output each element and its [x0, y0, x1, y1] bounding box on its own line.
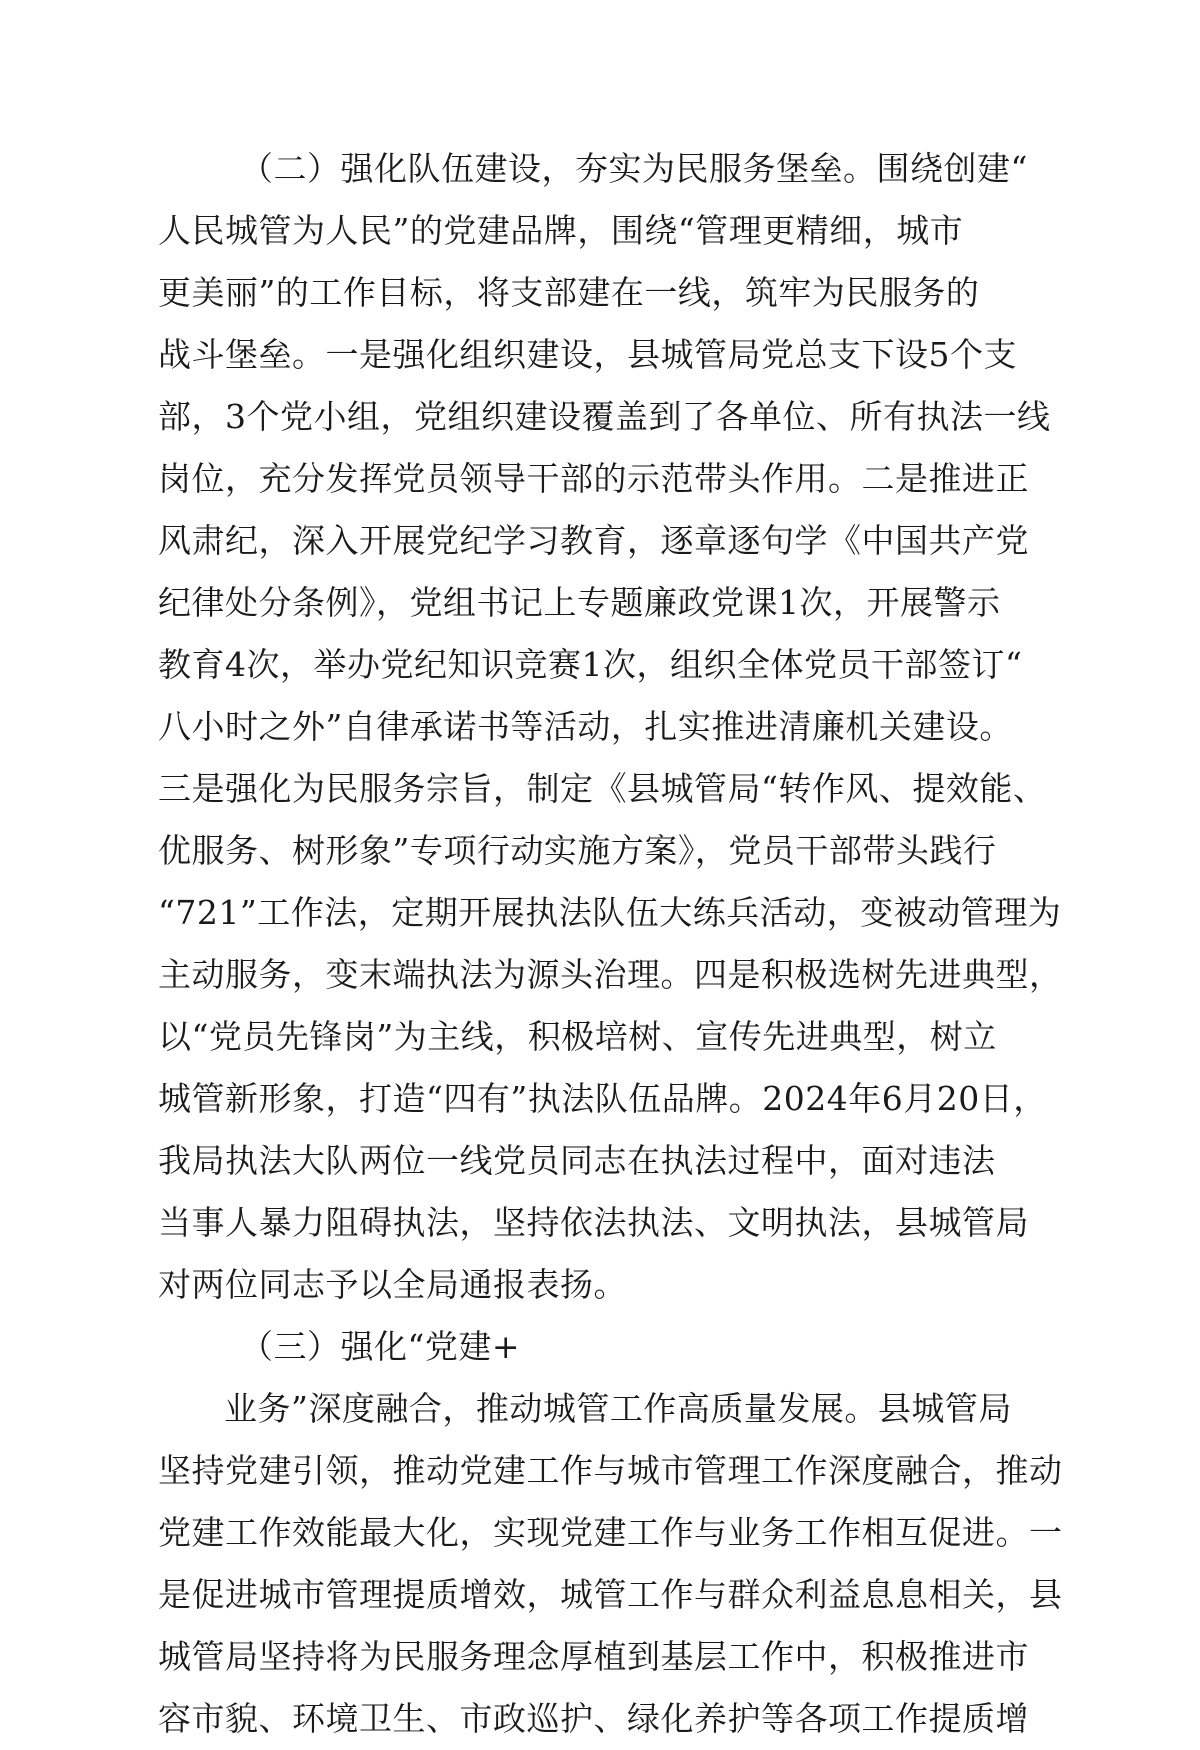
text-line: 城管新形象，打造“四有”执法队伍品牌。2024年6月20日， [158, 1079, 1047, 1118]
text-line: 对两位同志予以全局通报表扬。 [158, 1265, 627, 1304]
text-line: 战斗堡垒。一是强化组织建设，县城管局党总支下设5个支 [158, 335, 1017, 374]
text-line: 我局执法大队两位一线党员同志在执法过程中，面对违法 [158, 1141, 996, 1180]
text-line: 优服务、树形象”专项行动实施方案》，党员干部带头践行 [158, 831, 997, 870]
text-line: 岗位，充分发挥党员领导干部的示范带头作用。二是推进正 [158, 459, 1029, 498]
body-text [158, 138, 1063, 1750]
text-line: 风肃纪，深入开展党纪学习教育，逐章逐句学《中国共产党 [158, 521, 1029, 560]
text-line: 业务”深度融合，推动城管工作高质量发展。县城管局 [224, 1389, 1012, 1428]
text-line: 主动服务，变末端执法为源头治理。四是积极选树先进典型， [158, 955, 1063, 994]
text-line: 城管局坚持将为民服务理念厚植到基层工作中，积极推进市 [158, 1637, 1029, 1676]
text-line: 纪律处分条例》，党组书记上专题廉政党课1次，开展警示 [158, 583, 1001, 622]
text-line: 党建工作效能最大化，实现党建工作与业务工作相互促进。一 [158, 1513, 1063, 1552]
text-line: 当事人暴力阻碍执法，坚持依法执法、文明执法，县城管局 [158, 1203, 1029, 1242]
section-heading-2: （二）强化队伍建设，夯实为民服务堡垒。围绕创建“ [240, 149, 1028, 188]
text-line: 教育4次，举办党纪知识竞赛1次，组织全体党员干部签订“ [158, 645, 1023, 684]
text-line: 坚持党建引领，推动党建工作与城市管理工作深度融合，推动 [158, 1451, 1063, 1490]
text-line: 三是强化为民服务宗旨，制定《县城管局“转作风、提效能、 [158, 769, 1047, 808]
text-line: 以“党员先锋岗”为主线，积极培树、宣传先进典型，树立 [158, 1017, 997, 1056]
text-line: “721”工作法，定期开展执法队伍大练兵活动，变被动管理为 [158, 893, 1062, 932]
text-line: 是促进城市管理提质增效，城管工作与群众利益息息相关，县 [158, 1575, 1063, 1614]
text-line: 部，3个党小组，党组织建设覆盖到了各单位、所有执法一线 [158, 397, 1051, 436]
text-line: 更美丽”的工作目标，将支部建在一线，筑牢为民服务的 [158, 273, 980, 312]
text-line: 八小时之外”自律承诺书等活动，扎实推进清廉机关建设。 [158, 707, 1013, 746]
text-line: 人民城管为人民”的党建品牌，围绕“管理更精细，城市 [158, 211, 964, 250]
section-heading-3: （三）强化“党建+ [240, 1327, 521, 1366]
text-line: 容市貌、环境卫生、市政巡护、绿化养护等各项工作提质增 [158, 1699, 1029, 1738]
